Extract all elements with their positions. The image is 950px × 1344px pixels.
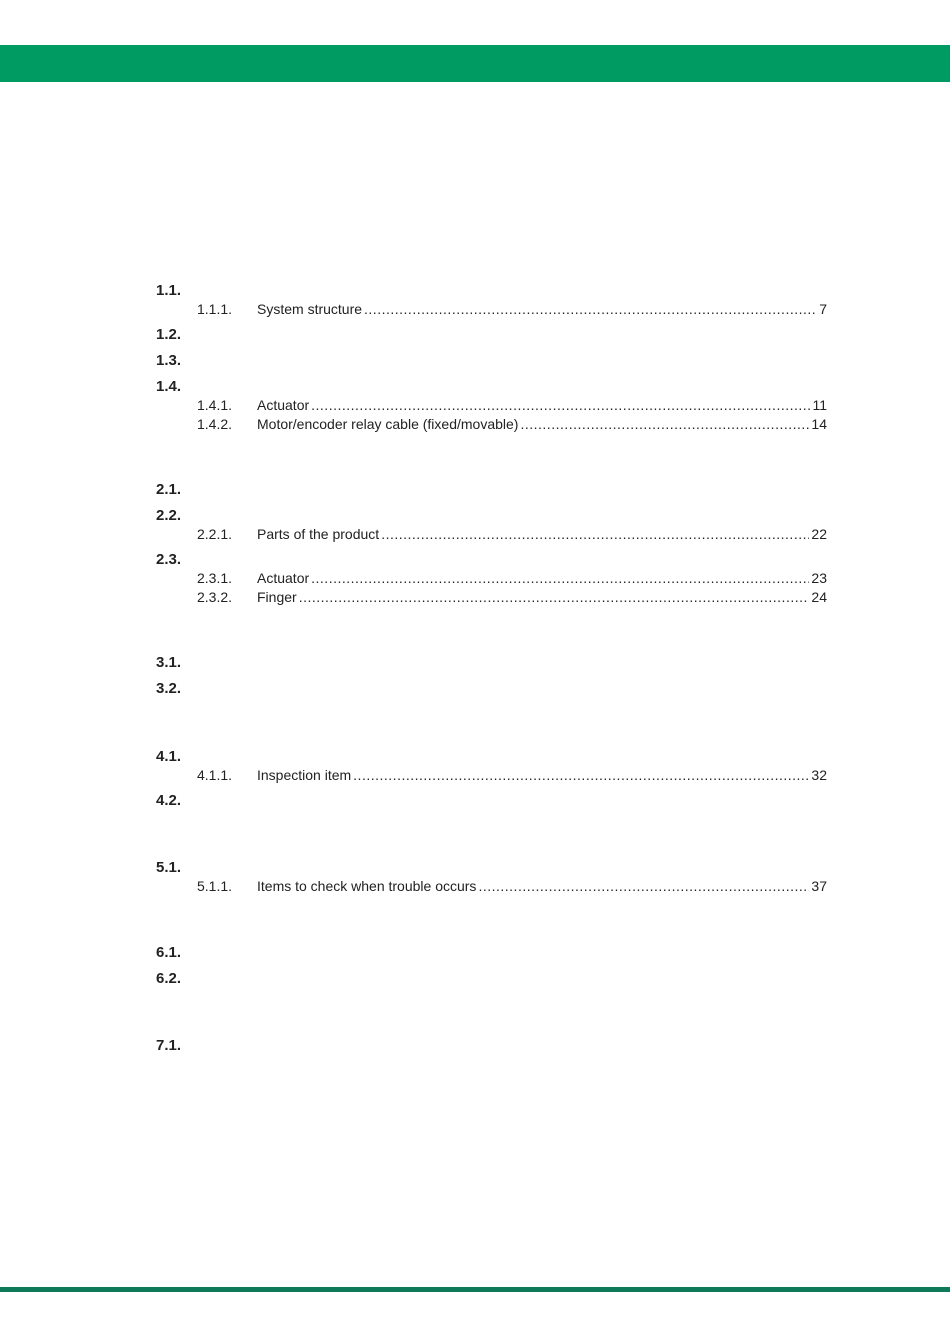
toc-subsection-2-3-2[interactable] bbox=[197, 588, 827, 606]
toc-page-number: 32 bbox=[811, 767, 827, 783]
toc-subsection-title: Parts of the product bbox=[257, 526, 380, 542]
toc-subsection-number: 2.3.2. bbox=[197, 589, 233, 605]
toc-subsection-title: Actuator bbox=[257, 570, 310, 586]
toc-dot-leader bbox=[520, 415, 809, 433]
toc-page-number: 23 bbox=[811, 570, 827, 586]
toc-section-1-2[interactable] bbox=[156, 326, 181, 344]
toc-section-6-1[interactable] bbox=[156, 944, 181, 962]
toc-subsection-5-1-1[interactable] bbox=[197, 877, 827, 895]
toc-subsection-4-1-1[interactable] bbox=[197, 766, 827, 784]
toc-section-4-1[interactable] bbox=[156, 748, 181, 766]
toc-subsection-1-4-1[interactable] bbox=[197, 396, 827, 414]
toc-section-number: 1.1. bbox=[156, 282, 182, 299]
toc-subsection-number: 1.4.1. bbox=[197, 397, 233, 413]
toc-page-number: 11 bbox=[812, 397, 827, 413]
toc-dot-leader bbox=[478, 877, 809, 895]
toc-section-6-2[interactable] bbox=[156, 970, 181, 988]
toc-section-1-3[interactable] bbox=[156, 352, 181, 370]
toc-section-4-2[interactable] bbox=[156, 792, 181, 810]
toc-section-1-4[interactable] bbox=[156, 378, 181, 396]
toc-subsection-number: 1.1.1. bbox=[197, 301, 233, 317]
toc-section-number: 3.2. bbox=[156, 680, 182, 697]
toc-section-2-2[interactable] bbox=[156, 507, 181, 525]
toc-section-number: 2.1. bbox=[156, 481, 182, 498]
toc-section-number: 6.1. bbox=[156, 944, 182, 961]
toc-page-number: 37 bbox=[811, 878, 827, 894]
toc-subsection-number: 2.3.1. bbox=[197, 570, 233, 586]
toc-section-number: 4.1. bbox=[156, 748, 182, 765]
toc-subsection-title: System structure bbox=[257, 301, 363, 317]
toc-subsection-title: Items to check when trouble occurs bbox=[257, 878, 477, 894]
toc-section-2-3[interactable] bbox=[156, 551, 181, 569]
toc-subsection-title: Actuator bbox=[257, 397, 310, 413]
toc-dot-leader bbox=[299, 588, 810, 606]
toc-page-number: 22 bbox=[811, 526, 827, 542]
toc-section-number: 7.1. bbox=[156, 1037, 182, 1054]
toc-section-number: 5.1. bbox=[156, 859, 182, 876]
toc-subsection-title: Inspection item bbox=[257, 767, 352, 783]
toc-section-3-2[interactable] bbox=[156, 680, 181, 698]
toc-section-number: 2.3. bbox=[156, 551, 182, 568]
toc-section-1-1[interactable] bbox=[156, 282, 181, 300]
toc-section-number: 2.2. bbox=[156, 507, 182, 524]
toc-subsection-number: 1.4.2. bbox=[197, 416, 233, 432]
toc-subsection-number: 4.1.1. bbox=[197, 767, 233, 783]
toc-subsection-2-3-1[interactable] bbox=[197, 569, 827, 587]
toc-page-number: 14 bbox=[811, 416, 827, 432]
toc-subsection-number: 5.1.1. bbox=[197, 878, 233, 894]
toc-subsection-number: 2.2.1. bbox=[197, 526, 233, 542]
toc-section-5-1[interactable] bbox=[156, 859, 181, 877]
toc-dot-leader bbox=[311, 396, 810, 414]
toc-section-3-1[interactable] bbox=[156, 654, 181, 672]
toc-section-2-1[interactable] bbox=[156, 481, 181, 499]
toc-page-number: 24 bbox=[811, 589, 827, 605]
toc-dot-leader bbox=[364, 300, 817, 318]
toc-page-number: 7 bbox=[819, 301, 827, 317]
toc-section-number: 4.2. bbox=[156, 792, 182, 809]
toc-dot-leader bbox=[381, 525, 809, 543]
toc-section-number: 1.3. bbox=[156, 352, 182, 369]
toc-subsection-2-2-1[interactable] bbox=[197, 525, 827, 543]
toc-dot-leader bbox=[311, 569, 809, 587]
toc-section-number: 6.2. bbox=[156, 970, 182, 987]
toc-section-7-1[interactable] bbox=[156, 1037, 181, 1055]
toc-dot-leader bbox=[353, 766, 809, 784]
toc-section-number: 1.2. bbox=[156, 326, 182, 343]
toc-section-number: 3.1. bbox=[156, 654, 182, 671]
footer-rule bbox=[0, 1287, 950, 1292]
toc-subsection-title: Finger bbox=[257, 589, 297, 605]
toc-subsection-title: Motor/encoder relay cable (fixed/movable) bbox=[257, 416, 519, 432]
toc-section-number: 1.4. bbox=[156, 378, 182, 395]
toc-subsection-1-1-1[interactable] bbox=[197, 300, 827, 318]
toc-subsection-1-4-2[interactable] bbox=[197, 415, 827, 433]
